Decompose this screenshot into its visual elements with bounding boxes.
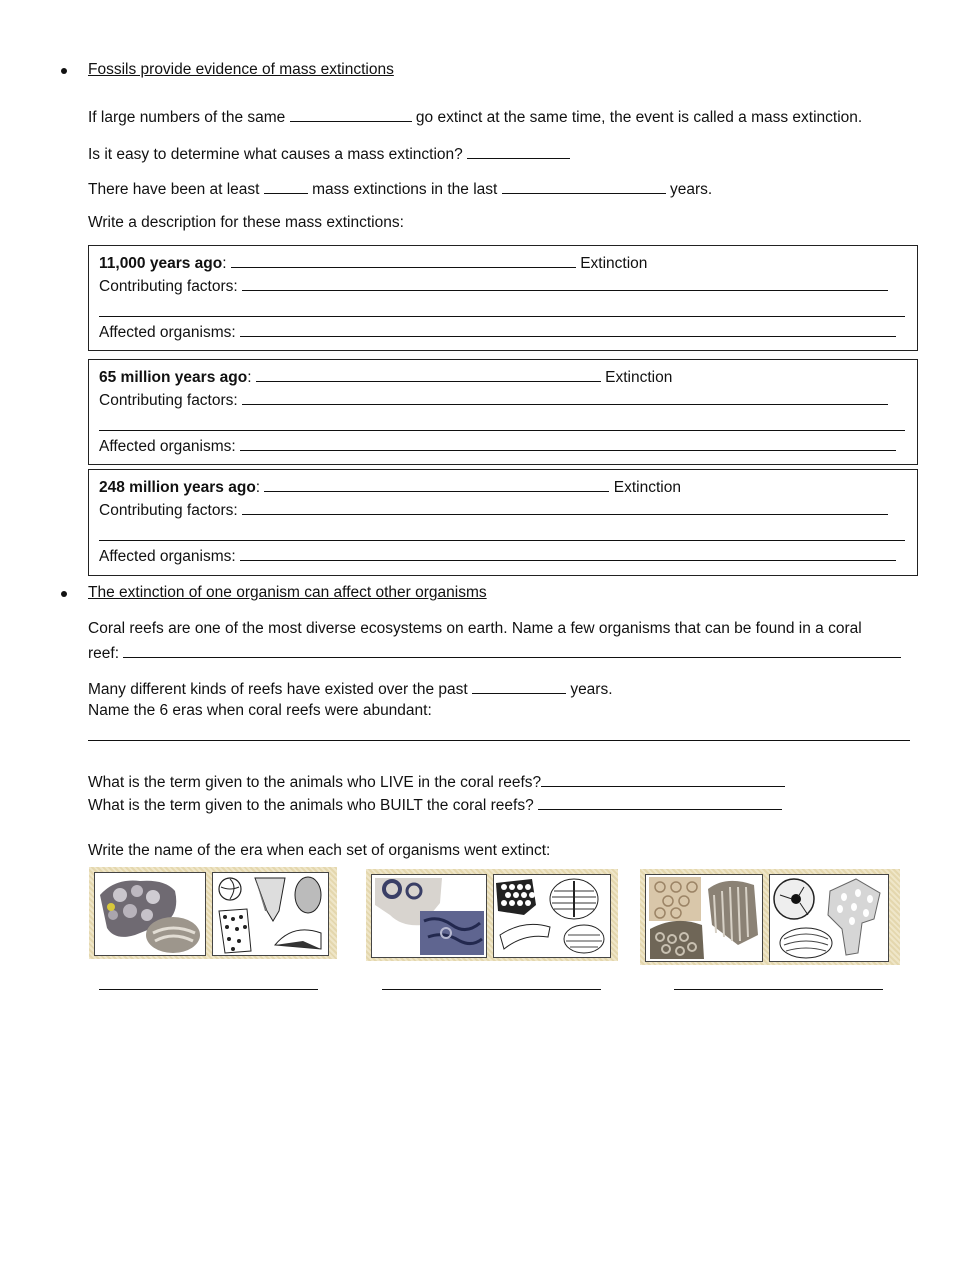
live-question: What is the term given to the animals who LIVE in the coral reefs?: [88, 772, 785, 792]
answer-blank[interactable]: [290, 107, 412, 122]
question-3: There have been at least mass extinctions in the last years.: [88, 181, 713, 198]
era-answer-line-3[interactable]: [674, 989, 883, 990]
fossil-photo-icon: [646, 875, 762, 961]
factors-blank-line-2[interactable]: [99, 430, 905, 431]
fossil-photo-panel: [94, 872, 206, 956]
answer-blank[interactable]: [467, 144, 570, 159]
organisms-blank[interactable]: [240, 546, 896, 561]
extinction-box-1: 11,000 years ago: Extinction Contributing factors: Affected organisms:: [88, 245, 918, 351]
question-4: Write a description for these mass extinctions:: [88, 214, 404, 231]
bullet-icon: [61, 591, 67, 597]
fossil-photo-icon: [372, 875, 486, 957]
section-heading-1: Fossils provide evidence of mass extinctions: [88, 61, 394, 78]
answer-blank[interactable]: [541, 772, 785, 787]
fossil-drawing-icon: [770, 875, 888, 961]
factors-blank[interactable]: [242, 276, 888, 291]
organisms-blank[interactable]: [240, 322, 896, 337]
extinction-time: 65 million years ago: [99, 369, 248, 386]
factors-blank[interactable]: [242, 500, 888, 515]
answer-blank[interactable]: [472, 679, 566, 694]
fossil-drawing-panel: [769, 874, 889, 962]
extinction-box-2: 65 million years ago: Extinction Contributing factors: Affected organisms:: [88, 359, 918, 465]
answer-blank[interactable]: [123, 643, 901, 658]
fossil-drawing-icon: [494, 875, 610, 957]
organisms-blank[interactable]: [240, 436, 896, 451]
extinction-name-blank[interactable]: [256, 367, 601, 382]
coral-question-line-1: Coral reefs are one of the most diverse ecosystems on earth. Name a few organisms that can be found in a coral: [88, 620, 862, 637]
era-answer-line-2[interactable]: [382, 989, 601, 990]
era-prompt: Write the name of the era when each set of organisms went extinct:: [88, 842, 551, 859]
fossil-image-set-3: [640, 869, 900, 965]
answer-blank[interactable]: [538, 795, 782, 810]
answer-blank[interactable]: [502, 179, 666, 194]
eras-prompt: Name the 6 eras when coral reefs were abundant:: [88, 702, 432, 719]
fossil-photo-panel: [645, 874, 763, 962]
fossil-drawing-icon: [213, 873, 328, 955]
extinction-name-blank[interactable]: [231, 253, 576, 268]
fossil-drawing-panel: [212, 872, 329, 956]
factors-blank[interactable]: [242, 390, 888, 405]
extinction-box-3: 248 million years ago: Extinction Contributing factors: Affected organisms:: [88, 469, 918, 576]
factors-blank-line-2[interactable]: [99, 316, 905, 317]
fossil-photo-icon: [95, 873, 205, 955]
section-heading-2: The extinction of one organism can affect other organisms: [88, 584, 487, 601]
fossil-drawing-panel: [493, 874, 611, 958]
question-1: If large numbers of the same go extinct at the same time, the event is called a mass extinction.: [88, 109, 863, 126]
question-2: Is it easy to determine what causes a mass extinction?: [88, 144, 570, 164]
eras-answer-line[interactable]: [88, 740, 910, 741]
extinction-name-blank[interactable]: [264, 477, 609, 492]
answer-blank[interactable]: [264, 179, 308, 194]
coral-question-line-2: reef:: [88, 643, 901, 663]
fossil-photo-panel: [371, 874, 487, 958]
built-question: What is the term given to the animals who BUILT the coral reefs?: [88, 795, 782, 815]
fossil-image-set-1: [89, 867, 337, 959]
fossil-image-set-2: [366, 869, 618, 961]
bullet-icon: [61, 68, 67, 74]
era-answer-line-1[interactable]: [99, 989, 318, 990]
reefs-question: Many different kinds of reefs have existed over the past years.: [88, 681, 613, 698]
extinction-time: 11,000 years ago: [99, 255, 223, 272]
extinction-time: 248 million years ago: [99, 479, 256, 496]
factors-blank-line-2[interactable]: [99, 540, 905, 541]
